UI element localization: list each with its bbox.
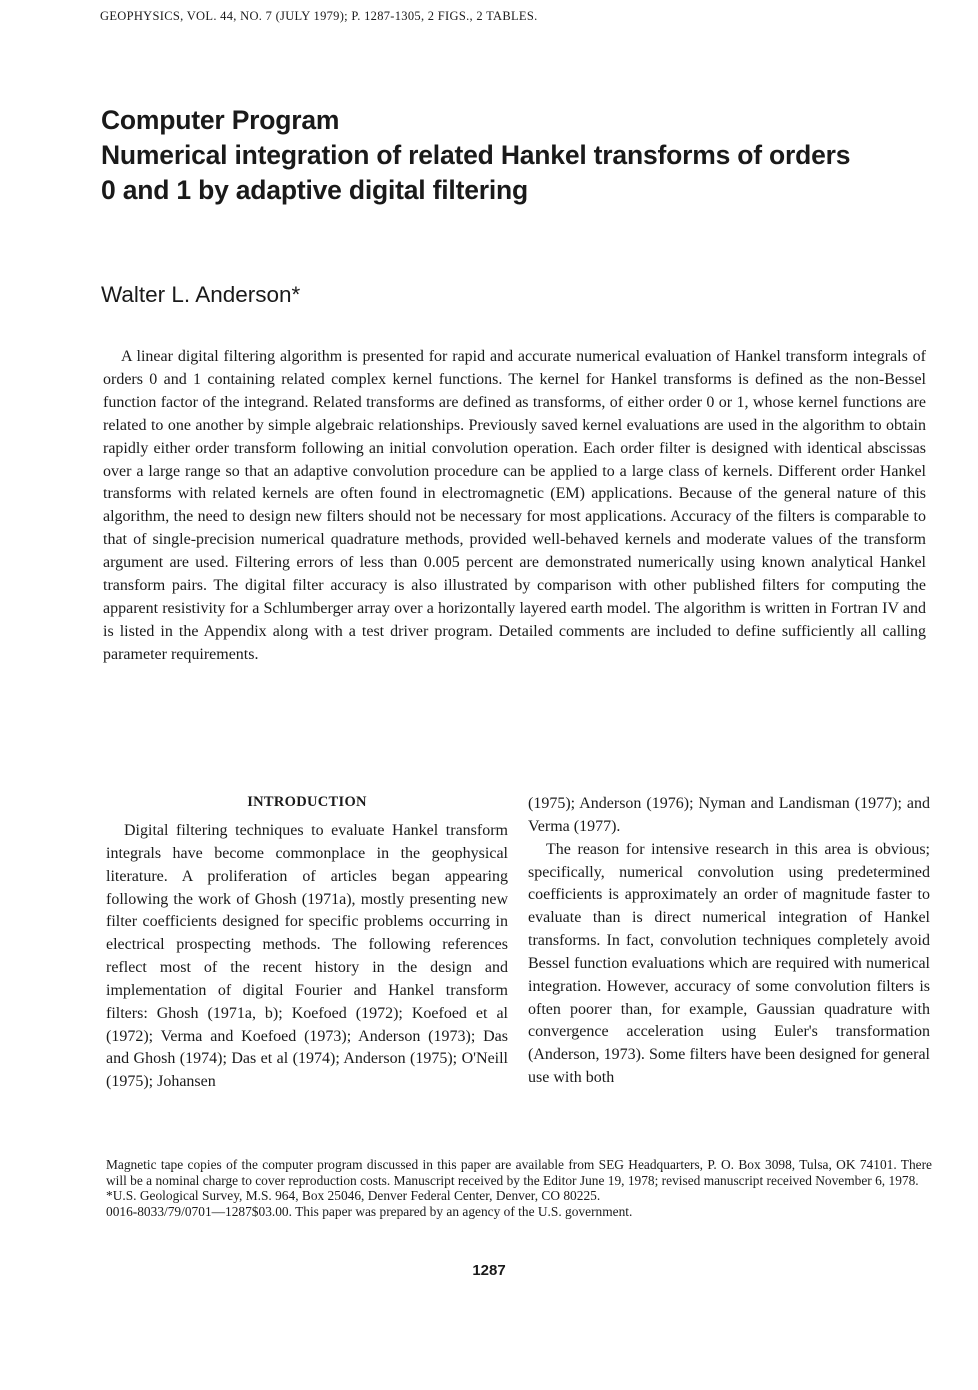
footnote-tape-copies: Magnetic tape copies of the computer program discussed in this paper are available from SEG Headquarters, P. O. Box 3098, Tulsa, OK 74101. There will be a nominal charge to cover reproduction costs. Manuscript received by the Editor June 19, 1978; revised manuscript received November 6, 1978. xyxy=(106,1157,932,1188)
title-line-3: 0 and 1 by adaptive digital filtering xyxy=(101,175,528,205)
introduction-paragraph-1-continued: (1975); Anderson (1976); Nyman and Landisman (1977); and Verma (1977). xyxy=(528,795,930,835)
title-line-2: Numerical integration of related Hankel transforms of orders xyxy=(101,140,851,170)
left-column xyxy=(106,791,508,1094)
title-line-1: Computer Program xyxy=(101,105,340,135)
article-title xyxy=(101,103,951,208)
footnote-copyright: 0016-8033/79/0701—1287$03.00. This paper was prepared by an agency of the U.S. government. xyxy=(106,1203,633,1219)
right-column xyxy=(528,793,930,1090)
section-heading-introduction: INTRODUCTION xyxy=(247,794,367,810)
abstract: A linear digital filtering algorithm is presented for rapid and accurate numerical evaluation of Hankel transform integrals of orders 0 and 1 containing related complex kernel functions. The kernel for Hankel transforms is defined as the non-Bessel function factor of the integrand. Related transforms are defined as transforms, of either order 0 or 1, whose kernel functions are related to one another by simple algebraic relationships. Previously saved kernel evaluations are used in the algorithm to obtain rapidly either order transform following an initial convolution operation. Each order filter is designed with identical abscissas over a large range so that an adaptive convolution procedure can be applied to a large class of kernels. Different order Hankel transforms with related kernels are often found in electromagnetic (EM) applications. Because of the general nature of this algorithm, the need to design new filters should not be necessary for most applications. Accuracy of the filters is comparable to that of single-precision numerical quadrature methods, provided well-behaved kernels and moderate values of the transform argument are used. Filtering errors of less than 0.005 percent are demonstrated numerically using known analytical Hankel transform pairs. The digital filter accuracy is also illustrated by comparison with other published filters for computing the apparent resistivity for a Schlumberger array over a horizontally layered earth model. The algorithm is written in Fortran IV and is listed in the Appendix along with a test driver program. Detailed comments are included to define sufficiently all calling parameter requirements. xyxy=(103,348,926,663)
footnotes xyxy=(106,1157,932,1219)
footnote-affiliation: *U.S. Geological Survey, M.S. 964, Box 25046, Denver Federal Center, Denver, CO 80225. xyxy=(106,1188,601,1204)
author-name: Walter L. Anderson* xyxy=(101,282,301,307)
running-head: GEOPHYSICS, VOL. 44, NO. 7 (JULY 1979); P. 1287-1305, 2 FIGS., 2 TABLES. xyxy=(100,9,538,23)
introduction-paragraph-1: Digital filtering techniques to evaluate Hankel transform integrals have become commonplace in the geophysical literature. A proliferation of articles began appearing following the work of Ghosh (1971a), mostly presenting new filter coefficients designed for specific problems occurring in electrical prospecting methods. The following references reflect most of the recent history in the design and implementation of digital Fourier and Hankel transform filters: Ghosh (1971a, b); Koefoed (1972); Koefoed et al (1972); Verma and Koefoed (1973); Anderson (1973); Das and Ghosh (1974); Das et al (1974); Anderson (1975); O'Neill (1975); Johansen xyxy=(106,822,508,1091)
page-number: 1287 xyxy=(472,1262,506,1279)
introduction-paragraph-2: The reason for intensive research in this area is obvious; specifically, numerical convolution using predetermined coefficients is approximately an order of magnitude faster to evaluate than is direct numerical integration of Hankel transforms. In fact, convolution techniques completely avoid Bessel function evaluations which are required with numerical integration. However, accuracy of some convolution filters is often poorer than, for example, Gaussian quadrature with convergence acceleration using Euler's transformation (Anderson, 1973). Some filters have been designed for general use with both xyxy=(528,840,930,1087)
